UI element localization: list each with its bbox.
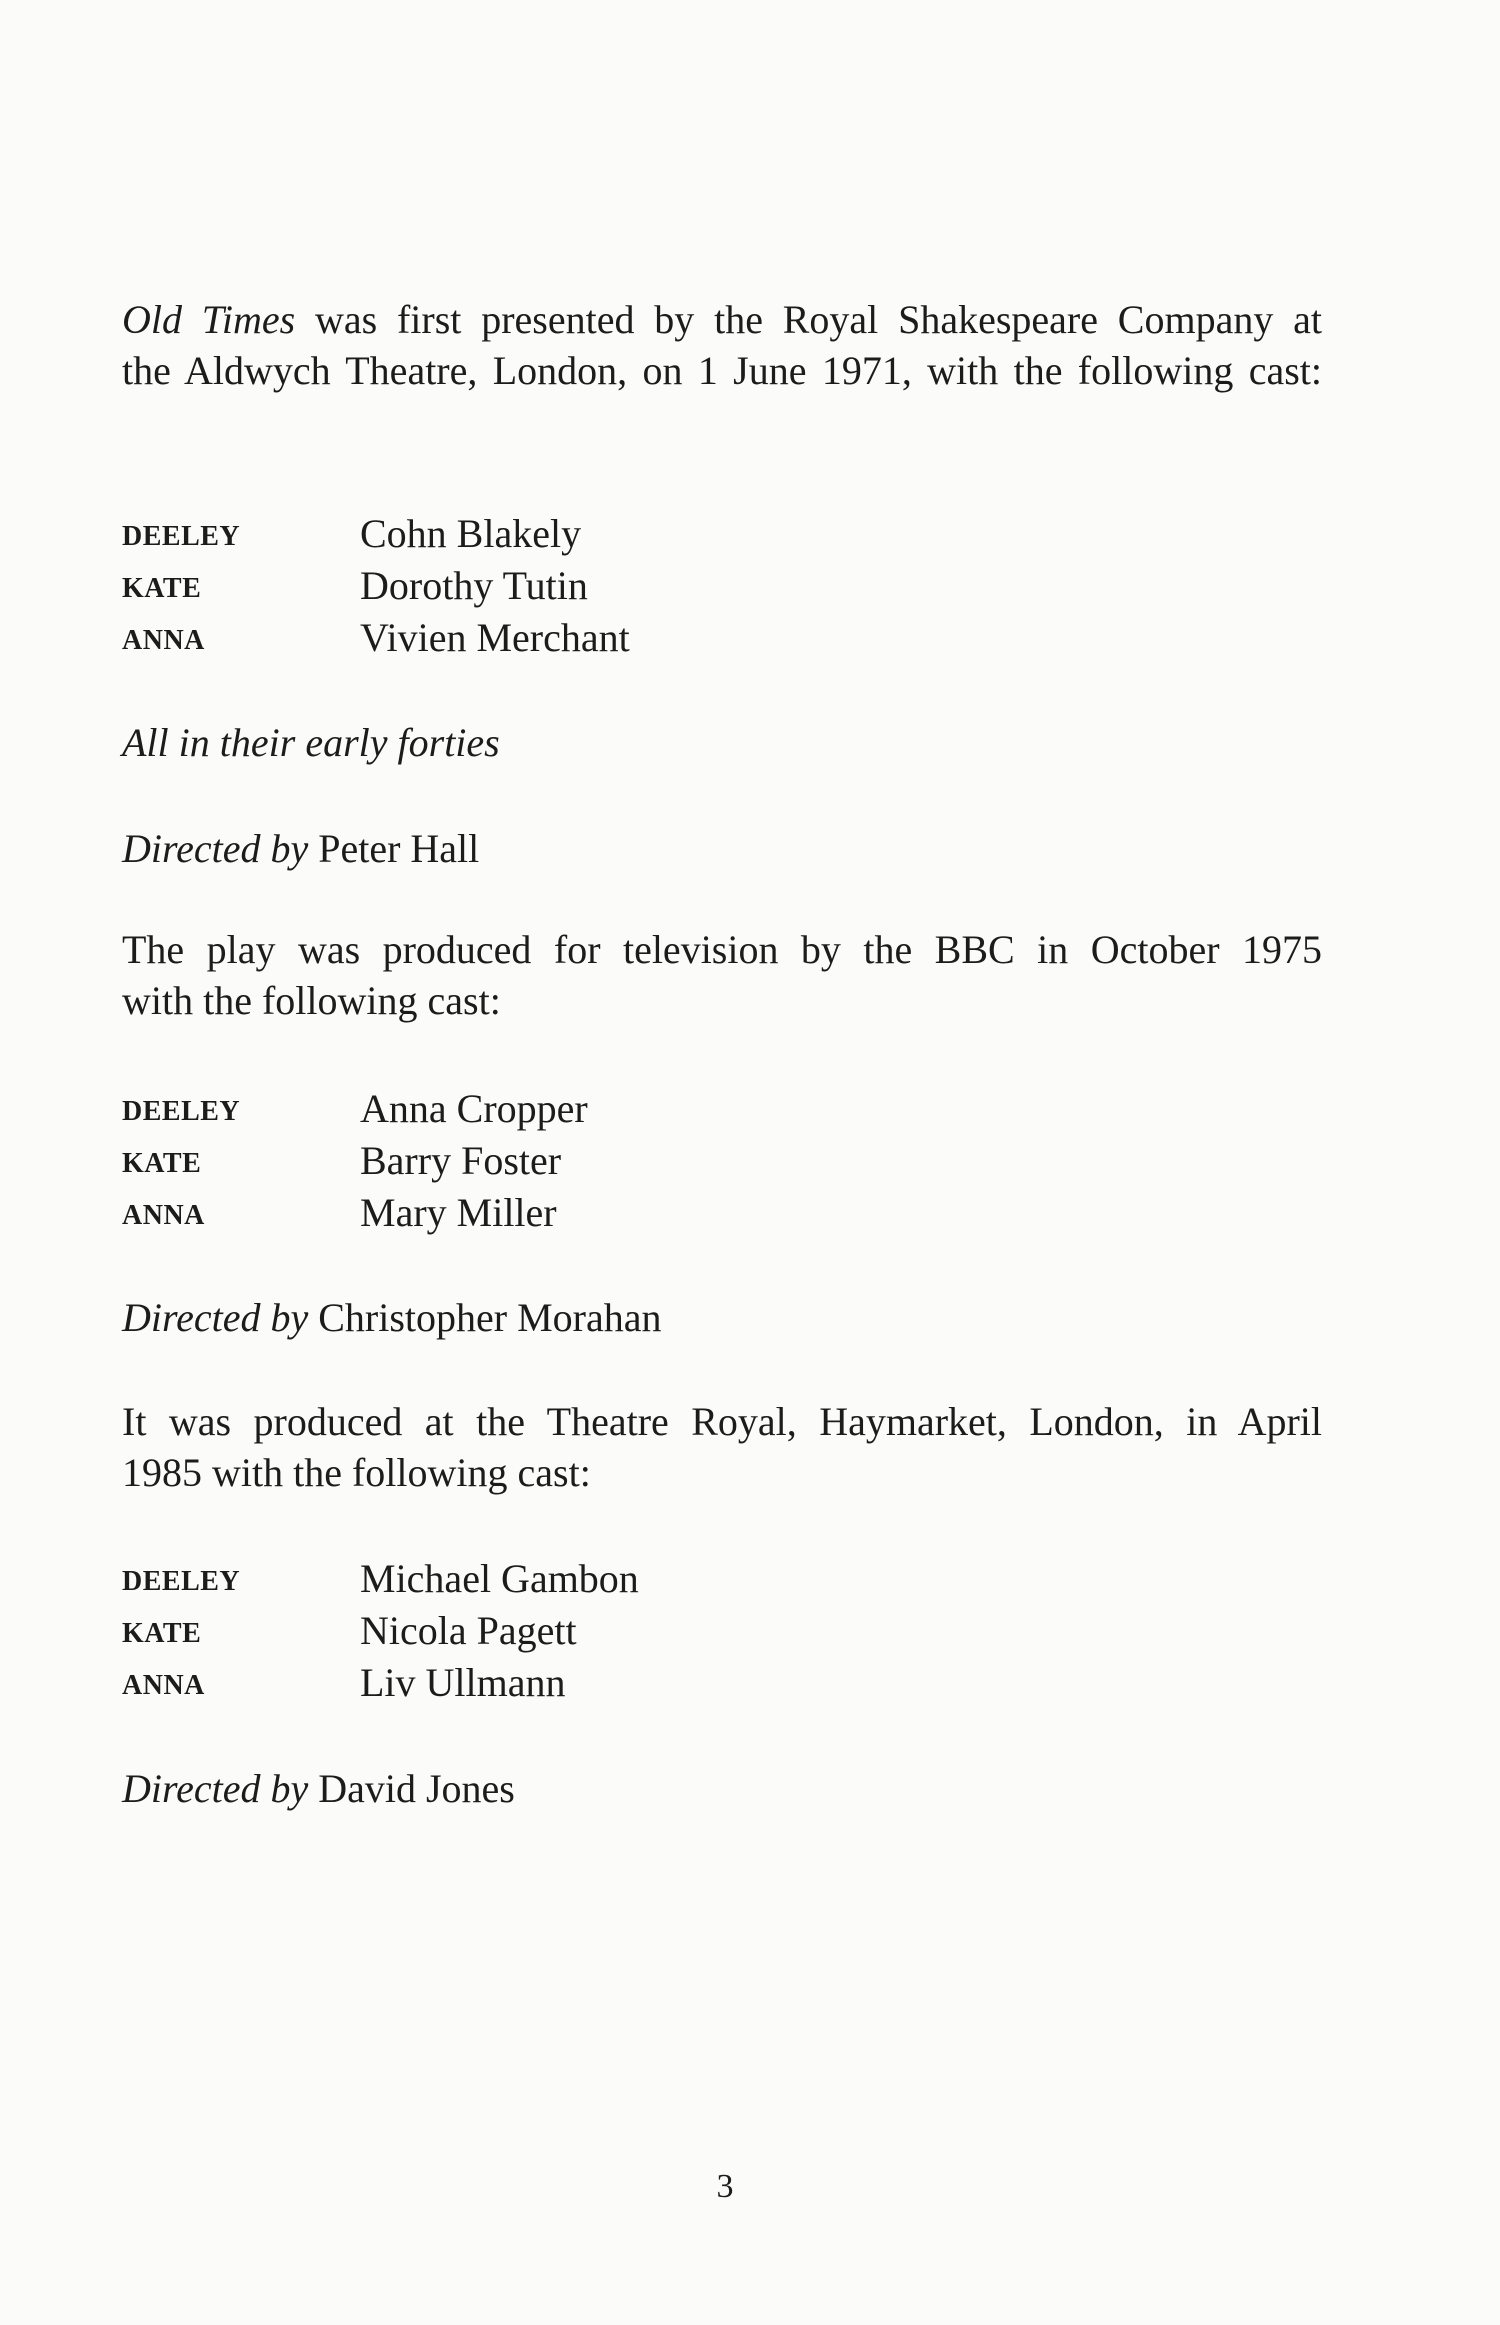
premiere-paragraph xyxy=(122,294,1322,396)
actor-name: Vivien Merchant xyxy=(360,615,630,660)
actor-name: Nicola Pagett xyxy=(360,1608,577,1653)
premiere-line-1: Old Times was first presented by the Royal Shakespeare Company at xyxy=(122,297,1323,342)
director-name: David Jones xyxy=(318,1766,515,1811)
haymarket-line-1: It was produced at the Theatre Royal, Haymarket, London, in April xyxy=(122,1399,1322,1444)
premiere-line-2: the Aldwych Theatre, London, on 1 June 1971, with the following cast: xyxy=(122,348,1322,393)
role-name: ANNA xyxy=(122,625,205,656)
role-name: ANNA xyxy=(122,1200,205,1231)
role-name: KATE xyxy=(122,1618,202,1649)
director-name: Christopher Morahan xyxy=(318,1295,662,1340)
role-name: DEELEY xyxy=(122,521,241,552)
role-name: KATE xyxy=(122,1148,202,1179)
role-name: KATE xyxy=(122,573,202,604)
directed-by-label: Directed by xyxy=(122,1766,309,1811)
haymarket-production-paragraph xyxy=(122,1396,1322,1498)
tv-line-2: with the following cast: xyxy=(122,978,501,1023)
actor-name: Dorothy Tutin xyxy=(360,563,588,608)
tv-line-1: The play was produced for television by the BBC in October 1975 xyxy=(122,927,1322,972)
actor-name: Barry Foster xyxy=(360,1138,562,1183)
actor-name: Mary Miller xyxy=(360,1190,557,1235)
ages-note: All in their early forties xyxy=(122,720,500,765)
role-name: DEELEY xyxy=(122,1566,241,1597)
directed-by-label: Directed by xyxy=(122,826,309,871)
director-credit-1971 xyxy=(122,823,479,874)
haymarket-line-2: 1985 with the following cast: xyxy=(122,1450,591,1495)
director-credit-1975 xyxy=(122,1292,661,1343)
role-name: DEELEY xyxy=(122,1096,241,1127)
role-name: ANNA xyxy=(122,1670,205,1701)
play-title: Old Times xyxy=(122,297,296,342)
tv-production-paragraph xyxy=(122,924,1322,1026)
directed-by-label: Directed by xyxy=(122,1295,309,1340)
actor-name: Anna Cropper xyxy=(360,1086,588,1131)
actor-name: Michael Gambon xyxy=(360,1556,639,1601)
actor-name: Liv Ullmann xyxy=(360,1660,566,1705)
page-number: 3 xyxy=(716,2168,734,2205)
director-name: Peter Hall xyxy=(318,826,480,871)
actor-name: Cohn Blakely xyxy=(360,511,582,556)
director-credit-1985 xyxy=(122,1763,515,1814)
